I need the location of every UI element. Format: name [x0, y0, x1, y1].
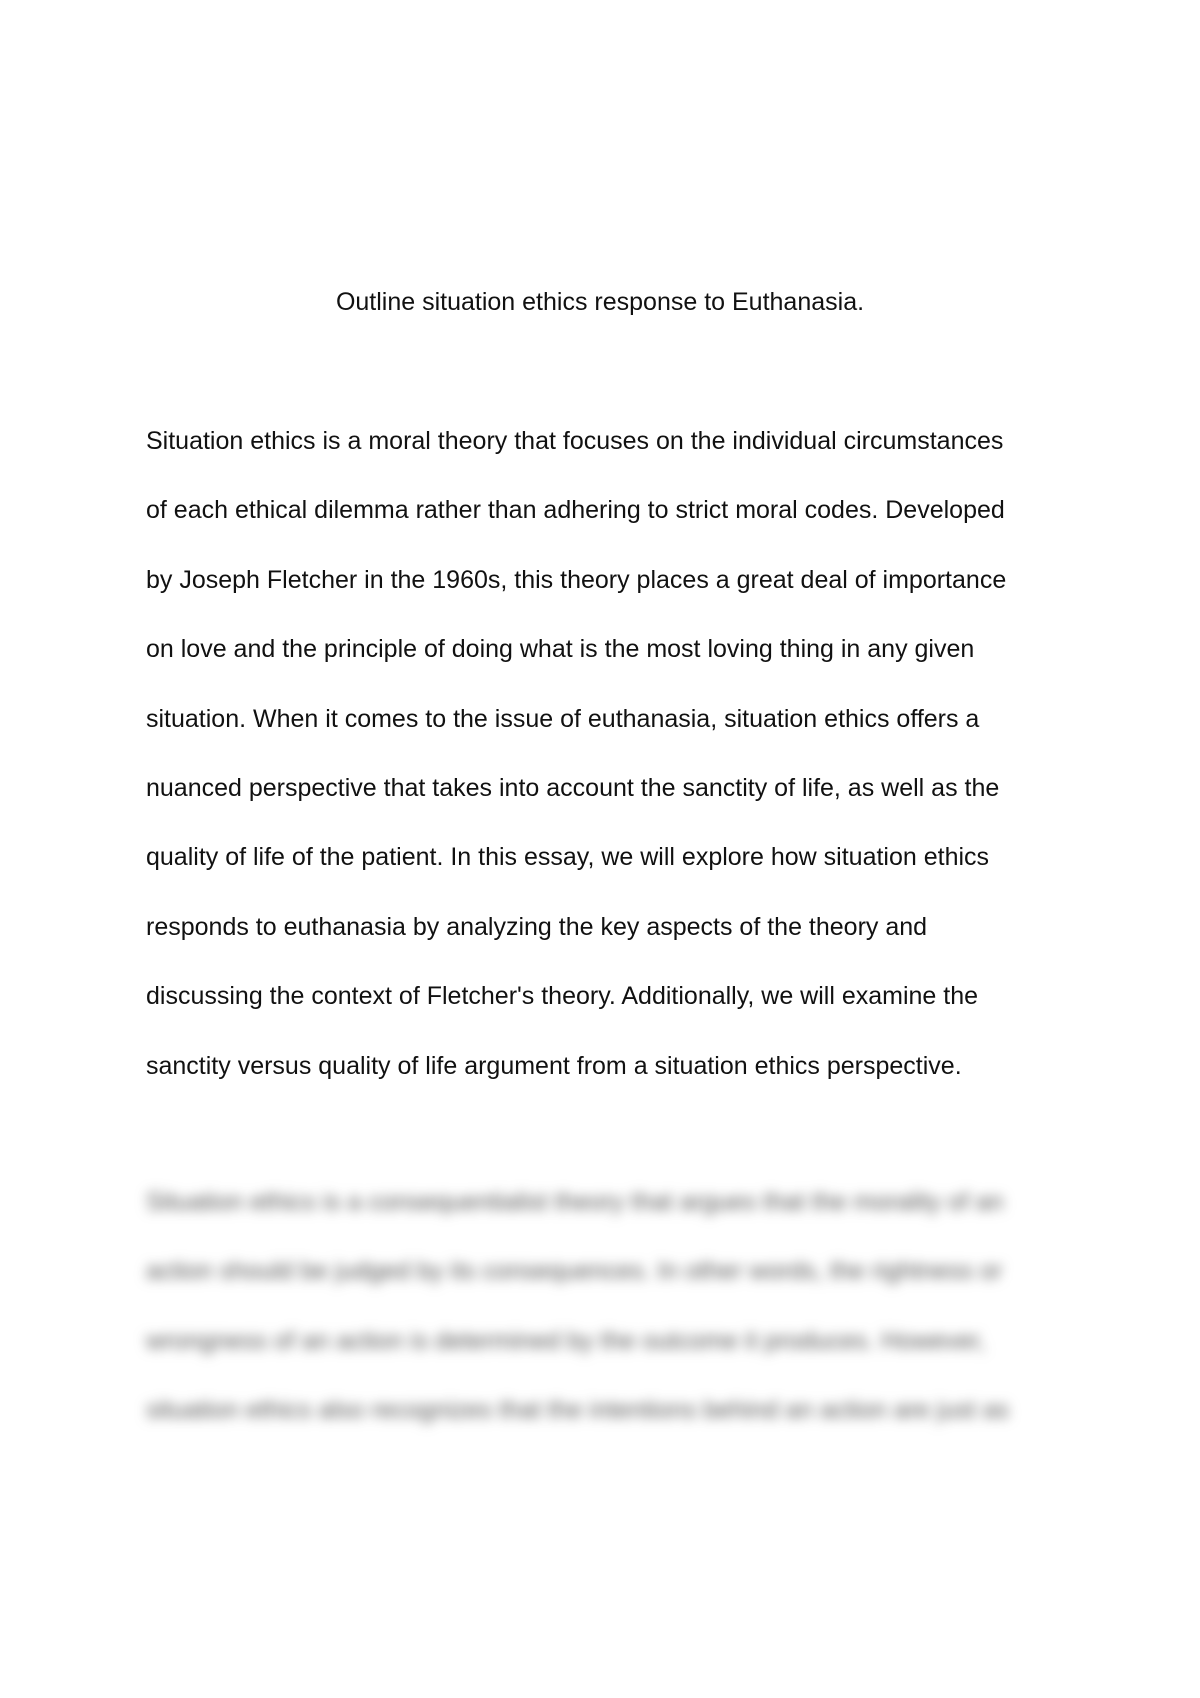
paragraph-line: quality of life of the patient. In this essay, we will explore how situation ethics [146, 843, 990, 872]
blurred-line: situation ethics also recognizes that the intentions behind an action are just as [146, 1396, 1010, 1425]
paragraph-line: by Joseph Fletcher in the 1960s, this theory places a great deal of importance [146, 565, 1007, 594]
intro-paragraph [146, 407, 1066, 1101]
paragraph-line: responds to euthanasia by analyzing the key aspects of the theory and [146, 912, 928, 941]
blurred-line: wrongness of an action is determined by the outcome it produces. However, [146, 1326, 986, 1355]
blurred-paragraph [146, 1168, 1066, 1446]
paragraph-line: on love and the principle of doing what is the most loving thing in any given [146, 635, 975, 664]
paragraph-line: situation. When it comes to the issue of euthanasia, situation ethics offers a [146, 704, 980, 733]
paragraph-line: Situation ethics is a moral theory that focuses on the individual circumstances [146, 427, 1004, 455]
paragraph-line: discussing the context of Fletcher's theory. Additionally, we will examine the [146, 982, 979, 1011]
blurred-line: Situation ethics is a consequentialist theory that argues that the morality of an [146, 1188, 1004, 1216]
paragraph-line: sanctity versus quality of life argument from a situation ethics perspective. [146, 1051, 962, 1080]
document-title: Outline situation ethics response to Euthanasia. [335, 288, 865, 316]
paragraph-line: nuanced perspective that takes into account the sanctity of life, as well as the [146, 773, 1000, 802]
blurred-line: action should be judged by its consequences. In other words, the rightness or [146, 1257, 1003, 1286]
paragraph-line: of each ethical dilemma rather than adhering to strict moral codes. Developed [146, 496, 1005, 525]
